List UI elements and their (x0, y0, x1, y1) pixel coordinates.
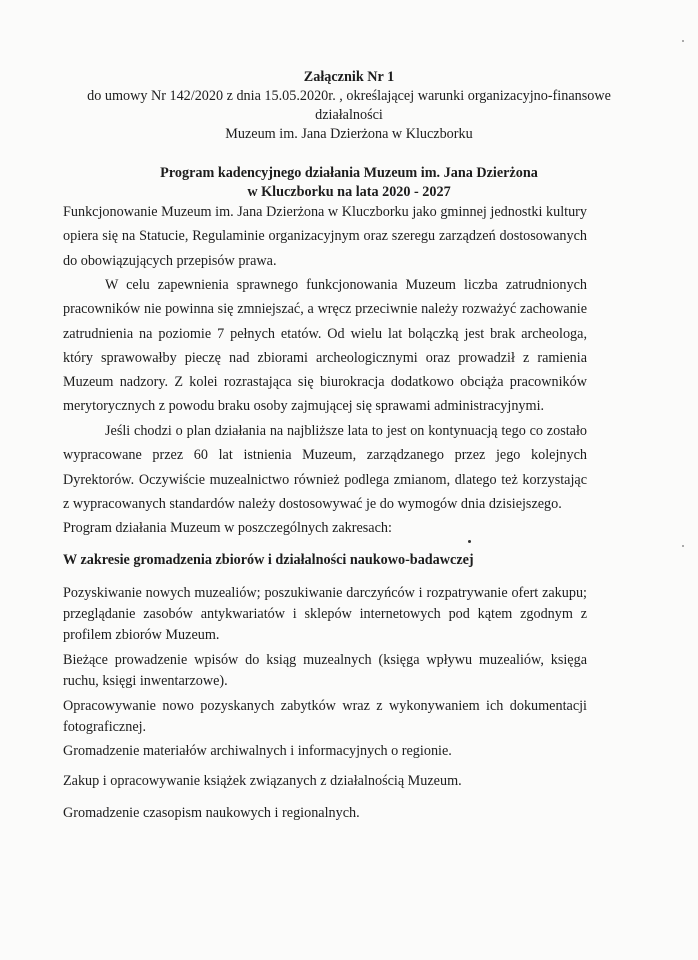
contract-reference: do umowy Nr 142/2020 z dnia 15.05.2020r. , określającej warunki organizacyjno-finansowe (87, 88, 611, 104)
paragraph-plan: Jeśli chodzi o plan działania na najbliższe lata to jest on kontynuacją tego co zostało wypracowane przez 60 lat istnienia Muzeum, zarządzanego przez jego kolejnych Dyrektorów. Oczywiście muzealnictwo również podlega zmianom, dlatego też korzystając z wypracowanych standardów należy dostosowywać je do wymogów dnia dzisiejszego. (63, 423, 587, 512)
list-item: Zakup i opracowywanie książek związanych z działalnością Muzeum. (63, 773, 462, 789)
museum-name: Muzeum im. Jana Dzierżona w Kluczborku (225, 126, 473, 142)
paragraph-staffing: W celu zapewnienia sprawnego funkcjonowania Muzeum liczba zatrudnionych pracowników nie powinna się zmniejszać, a wręcz przeciwnie należy rozważyć zachowanie zatrudnienia na poziomie 7 pełnych etatów. Od wielu lat bolączką jest brak archeologa, który sprawowałby pieczę nad zbiorami archeologicznymi oraz prowadził z ramienia Muzeum nadzory. Z kolei rozrastająca się biurokracja dodatkowo obciąża pracowników merytorycznych z powodu braku osoby zajmującej się sprawami administracyjnymi. (63, 277, 587, 415)
paragraph-functioning: Funkcjonowanie Muzeum im. Jana Dzierżona w Kluczborku jako gminnej jednostki kultury opiera się na Statucie, Regulaminie organizacyjnym oraz szeregu zarządzeń dostosowanych do obowiązujących przepisów prawa. (63, 204, 587, 269)
annex-title: Załącznik Nr 1 (303, 69, 395, 85)
list-item: Gromadzenie materiałów archiwalnych i informacyjnych o regionie. (63, 743, 452, 759)
contract-reference-cont: działalności (315, 107, 383, 123)
list-item: Opracowywanie nowo pozyskanych zabytków wraz z wykonywaniem ich dokumentacji fotograficznej. (63, 698, 587, 735)
program-title-line-2: w Kluczborku na lata 2020 - 2027 (247, 184, 451, 200)
list-item: Pozyskiwanie nowych muzealiów; poszukiwanie darczyńców i rozpatrywanie ofert zakupu; przeglądanie zasobów antykwariatów i sklepów internetowych pod kątem zgodnym z profilem zbiorów Muzeum. (63, 585, 587, 643)
program-title (0, 164, 698, 202)
program-title-line-1: Program kadencyjnego działania Muzeum im. Jana Dzierżona (160, 165, 538, 181)
section-heading: W zakresie gromadzenia zbiorów i działalności naukowo-badawczej (63, 552, 474, 568)
list-item: Gromadzenie czasopism naukowych i regionalnych. (63, 805, 360, 821)
scan-speck (682, 40, 684, 42)
scan-speck (682, 545, 684, 547)
stray-dot (468, 540, 471, 543)
program-intro: Program działania Muzeum w poszczególnych zakresach: (63, 520, 392, 536)
list-item: Bieżące prowadzenie wpisów do ksiąg muzealnych (księga wpływu muzealiów, księga ruchu, księgi inwentarzowe). (63, 652, 587, 689)
annex-header (0, 68, 698, 144)
